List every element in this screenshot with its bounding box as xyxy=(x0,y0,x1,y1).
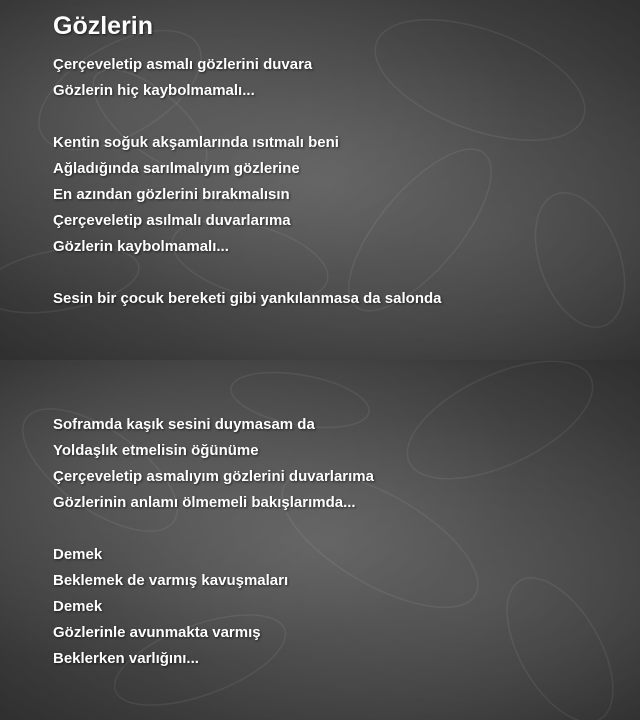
poem-line: Çerçeveletip asılmalı duvarlarıma xyxy=(53,212,291,229)
poem-card-bottom xyxy=(0,360,640,720)
poem-line: Kentin soğuk akşamlarında ısıtmalı beni xyxy=(53,134,339,151)
poem-line: Çerçeveletip asmalıyım gözlerini duvarlarıma xyxy=(53,468,374,485)
poem-line: Ağladığında sarılmalıyım gözlerine xyxy=(53,160,300,177)
poem-line: Gözlerinle avunmakta varmış xyxy=(53,624,261,641)
poem-line: Demek xyxy=(53,598,103,615)
poem-line: Beklemek de varmış kavuşmaları xyxy=(53,572,289,589)
poem-line: Gözlerin hiç kaybolmamalı... xyxy=(53,82,255,99)
poem-line: Beklerken varlığını... xyxy=(53,650,199,667)
poem-title: Gözlerin xyxy=(53,12,154,40)
poem-line: Gözlerin kaybolmamalı... xyxy=(53,238,229,255)
poem-line: Demek xyxy=(53,546,103,563)
poem-line: Yoldaşlık etmelisin öğünüme xyxy=(53,442,259,459)
poem-line: Sesin bir çocuk bereketi gibi yankılanmasa da salonda xyxy=(53,290,442,307)
poem-line: Gözlerinin anlamı ölmemeli bakışlarımda... xyxy=(53,494,356,511)
poem-line: En azından gözlerini bırakmalısın xyxy=(53,186,290,203)
poem-line: Soframda kaşık sesini duymasam da xyxy=(53,416,315,433)
poem-line: Çerçeveletip asmalı gözlerini duvara xyxy=(53,56,313,73)
